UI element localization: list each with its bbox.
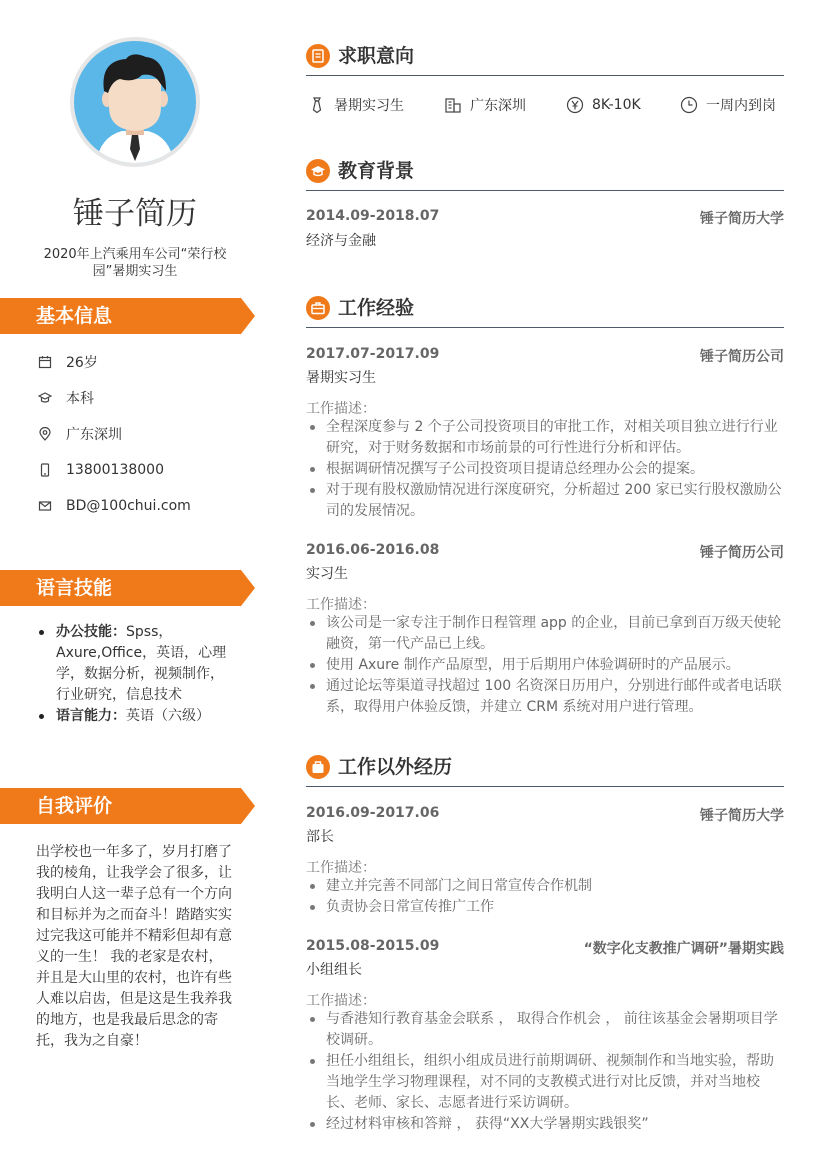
info-location [38,424,122,444]
info-age [38,352,98,372]
calendar-icon [38,355,52,369]
section-header-education [306,155,784,191]
extra-1-desc-label: 工作描述： [306,860,376,876]
intent-availability [680,94,776,116]
list-item: 该公司是一家专注于制作日程管理 app 的企业，目前已拿到百万级天使轮融资，第一代产品已上线。 [306,613,784,655]
info-email [38,496,191,516]
intent-type [308,94,404,116]
section-ribbon-basic-info [0,298,255,334]
work-2-bullets [306,613,784,718]
work-1-bullets [306,417,784,522]
list-item: 对于现有股权激励情况进行深度研究，分析超过 200 家已实行股权激励公司的发展情况。 [306,480,784,522]
skill-office-label: 办公技能： [56,624,126,640]
work-1-org: 锤子简历公司 [700,349,784,365]
work-2-role: 实习生 [306,566,348,582]
section-ribbon-self-evaluation [0,788,255,824]
section-title: 教育背景 [338,160,415,182]
document-icon [306,44,330,68]
list-item: 使用 Axure 制作产品原型，用于后期用户体验调研时的产品展示。 [306,655,784,676]
section-ribbon-language-skills [0,570,255,606]
sidebar [0,0,270,1160]
extra-2-date: 2015.08-2015.09 [306,938,440,954]
extra-1-date: 2016.09-2017.06 [306,805,440,821]
section-header-extra [306,751,784,787]
avatar [70,37,200,167]
info-email-text: BD@100chui.com [66,498,191,514]
list-item: 担任小组组长，组织小组成员进行前期调研、视频制作和当地实验，帮助当地学生学习物理课程，对不同的支教模式进行对比反馈，并对当地校长、老师、家长、志愿者进行采访调研。 [306,1051,784,1114]
bag-icon [306,755,330,779]
education-school: 锤子简历大学 [700,211,784,227]
graduation-cap-icon [38,391,52,405]
extra-1-org: 锤子简历大学 [700,808,784,824]
intent-availability-text: 一周内到岗 [706,98,776,114]
section-title: 基本信息 [36,305,113,327]
extra-2-role: 小组组长 [306,962,362,978]
info-phone [38,460,164,480]
mail-icon [38,499,52,513]
skill-language-label: 语言能力： [56,708,126,724]
education-major: 经济与金融 [306,233,376,249]
tie-icon [308,96,326,114]
list-item: 建立并完善不同部门之间日常宣传合作机制 [306,876,784,897]
list-item: 与香港知行教育基金会联系 ， 取得合作机会 ， 前往该基金会暑期项目学校调研。 [306,1009,784,1051]
section-title: 自我评价 [36,795,113,817]
intent-salary-text: 8K-10K [592,97,641,113]
skill-office [36,622,231,706]
avatar-illustration [74,41,196,163]
phone-icon [38,463,52,477]
clock-icon [680,96,698,114]
list-item: 根据调研情况撰写子公司投资项目提请总经理办公会的提案。 [306,459,784,480]
list-item: 负责协会日常宣传推广工作 [306,897,784,918]
work-1-role: 暑期实习生 [306,370,376,386]
work-2-date: 2016.06-2016.08 [306,542,440,558]
skills-list [36,622,231,727]
section-header-work [306,292,784,328]
extra-2-bullets [306,1009,784,1135]
info-age-text: 26岁 [66,355,98,371]
list-item: 经过材料审核和答辩 ， 获得“XX大学暑期实践银奖” [306,1114,784,1135]
intent-city [444,94,526,116]
building-icon [444,96,462,114]
education-date: 2014.09-2018.07 [306,208,440,224]
section-title: 工作以外经历 [338,756,453,778]
work-2-desc-label: 工作描述： [306,597,376,613]
location-pin-icon [38,427,52,441]
graduation-cap-icon [306,159,330,183]
extra-2-desc-label: 工作描述： [306,993,376,1009]
info-degree-text: 本科 [66,391,94,407]
info-degree [38,388,94,408]
intent-type-text: 暑期实习生 [334,98,404,114]
candidate-name: 锤子简历 [73,196,197,232]
extra-1-role: 部长 [306,829,334,845]
info-phone-text: 13800138000 [66,462,164,478]
work-1-date: 2017.07-2017.09 [306,346,440,362]
extra-1-bullets [306,876,784,918]
candidate-subtitle: 2020年上汽乘用车公司“荣行校园”暑期实习生 [43,247,227,279]
info-location-text: 广东深圳 [66,427,122,443]
section-title: 工作经验 [338,297,415,319]
skill-office-value: Spss，Axure,Office，英语，心理学，数据分析，视频制作，行业研究，信息技术 [56,624,227,703]
section-header-job-intent [306,40,784,76]
list-item: 通过论坛等渠道寻找超过 100 名资深日历用户，分别进行邮件或者电话联系，取得用户体验反馈，并建立 CRM 系统对用户进行管理。 [306,676,784,718]
list-item: 全程深度参与 2 个子公司投资项目的审批工作，对相关项目独立进行行业研究，对于财务数据和市场前景的可行性进行分析和评估。 [306,417,784,459]
extra-2-org: “数字化支教推广调研”暑期实践 [583,941,784,957]
skill-language [36,706,231,727]
work-1-desc-label: 工作描述： [306,401,376,417]
work-2-org: 锤子简历公司 [700,545,784,561]
section-title: 语言技能 [36,577,113,599]
briefcase-icon [306,296,330,320]
intent-salary [566,94,641,116]
person-icon [74,41,196,163]
skill-language-value: 英语（六级） [126,708,210,724]
yen-coin-icon [566,96,584,114]
section-title: 求职意向 [338,45,415,67]
intent-city-text: 广东深圳 [470,98,526,114]
self-evaluation-text: 出学校也一年多了，岁月打磨了我的棱角，让我学会了很多，让我明白人这一辈子总有一个方向和目标并为之而奋斗！踏踏实实过完我这可能并不精彩但却有意义的一生！ 我的老家是农村，并且是大山里的农村，也许有些人难以启齿，但是这是生我养我的地方，也是我最后思念的寄托，我为之自豪！ [36,844,232,1049]
